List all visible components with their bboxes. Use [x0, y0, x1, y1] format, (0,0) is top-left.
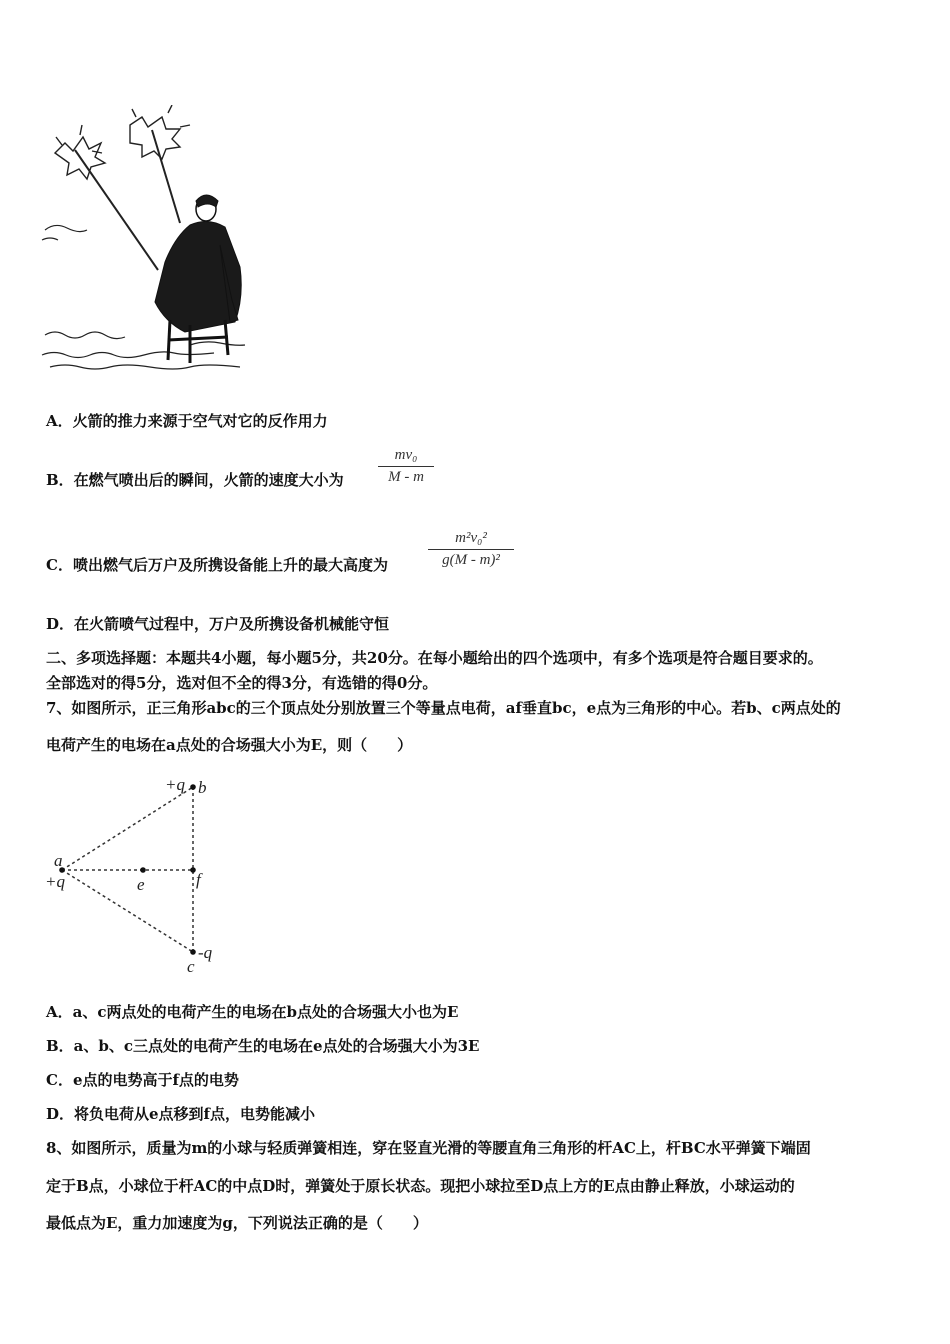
- label-charge-b: +q: [165, 775, 185, 794]
- label-charge-c: -q: [198, 943, 213, 962]
- question-8-line-1: 8、如图所示，质量为m的小球与轻质弹簧相连，穿在竖直光滑的等腰直角三角形的杆AC上，杆BC水平弹簧下端固: [46, 1139, 811, 1157]
- point-f: [190, 867, 196, 873]
- label-f: f: [196, 870, 201, 889]
- point-b: [190, 784, 196, 790]
- fraction-denominator: M - m: [388, 469, 424, 485]
- option-7c: C．e点的电势高于f点的电势: [46, 1071, 239, 1089]
- option-7b: B．a、b、c三点处的电荷产生的电场在e点处的合场强大小为3E: [46, 1037, 480, 1055]
- edge-ab: [62, 787, 193, 870]
- triangle-charge-diagram: [40, 772, 240, 977]
- fraction-numerator: m²v₀²: [455, 530, 487, 546]
- wanhu-rocket-illustration: [40, 105, 250, 375]
- option-7a: A．a、c两点处的电荷产生的电场在b点处的合场强大小也为E: [46, 1003, 459, 1021]
- label-c: c: [187, 957, 195, 976]
- section-header-line-1: 二、多项选择题：本题共4小题，每小题5分，共20分。在每小题给出的四个选项中，有多个选项是符合题目要求的。: [46, 649, 823, 667]
- edge-ac: [62, 870, 193, 952]
- option-6b-fraction: [378, 447, 434, 486]
- option-6a: A．火箭的推力来源于空气对它的反作用力: [46, 412, 328, 430]
- label-e: e: [137, 875, 145, 894]
- label-a: a: [54, 851, 63, 870]
- section-header-line-2: 全部选对的得5分，选对但不全的得3分，有选错的得0分。: [46, 674, 438, 692]
- label-charge-a: +q: [45, 872, 65, 891]
- label-b: b: [198, 778, 207, 797]
- fraction-numerator: mv₀: [394, 447, 418, 463]
- point-c: [190, 949, 196, 955]
- option-7d: D．将负电荷从e点移到f点，电势能减小: [46, 1105, 316, 1123]
- question-8-line-2: 定于B点，小球位于杆AC的中点D时，弹簧处于原长状态。现把小球拉至D点上方的E点由静止释放，小球运动的: [46, 1177, 795, 1195]
- question-8-line-3: 最低点为E，重力加速度为g，下列说法正确的是（ ）: [46, 1214, 428, 1232]
- point-e: [140, 867, 146, 873]
- option-6c-fraction: [428, 530, 514, 569]
- fraction-denominator: g(M - m)²: [442, 552, 500, 568]
- option-6c-text: C．喷出燃气后万户及所携设备能上升的最大高度为: [46, 556, 388, 574]
- option-6b-text: B．在燃气喷出后的瞬间，火箭的速度大小为: [46, 471, 344, 489]
- question-7-line-2: 电荷产生的电场在a点处的合场强大小为E，则（ ）: [46, 736, 413, 754]
- question-7-line-1: 7、如图所示，正三角形abc的三个顶点处分别放置三个等量点电荷，af垂直bc，e点为三角形的中心。若b、c两点处的: [46, 699, 841, 717]
- option-6d: D．在火箭喷气过程中，万户及所携设备机械能守恒: [46, 615, 390, 633]
